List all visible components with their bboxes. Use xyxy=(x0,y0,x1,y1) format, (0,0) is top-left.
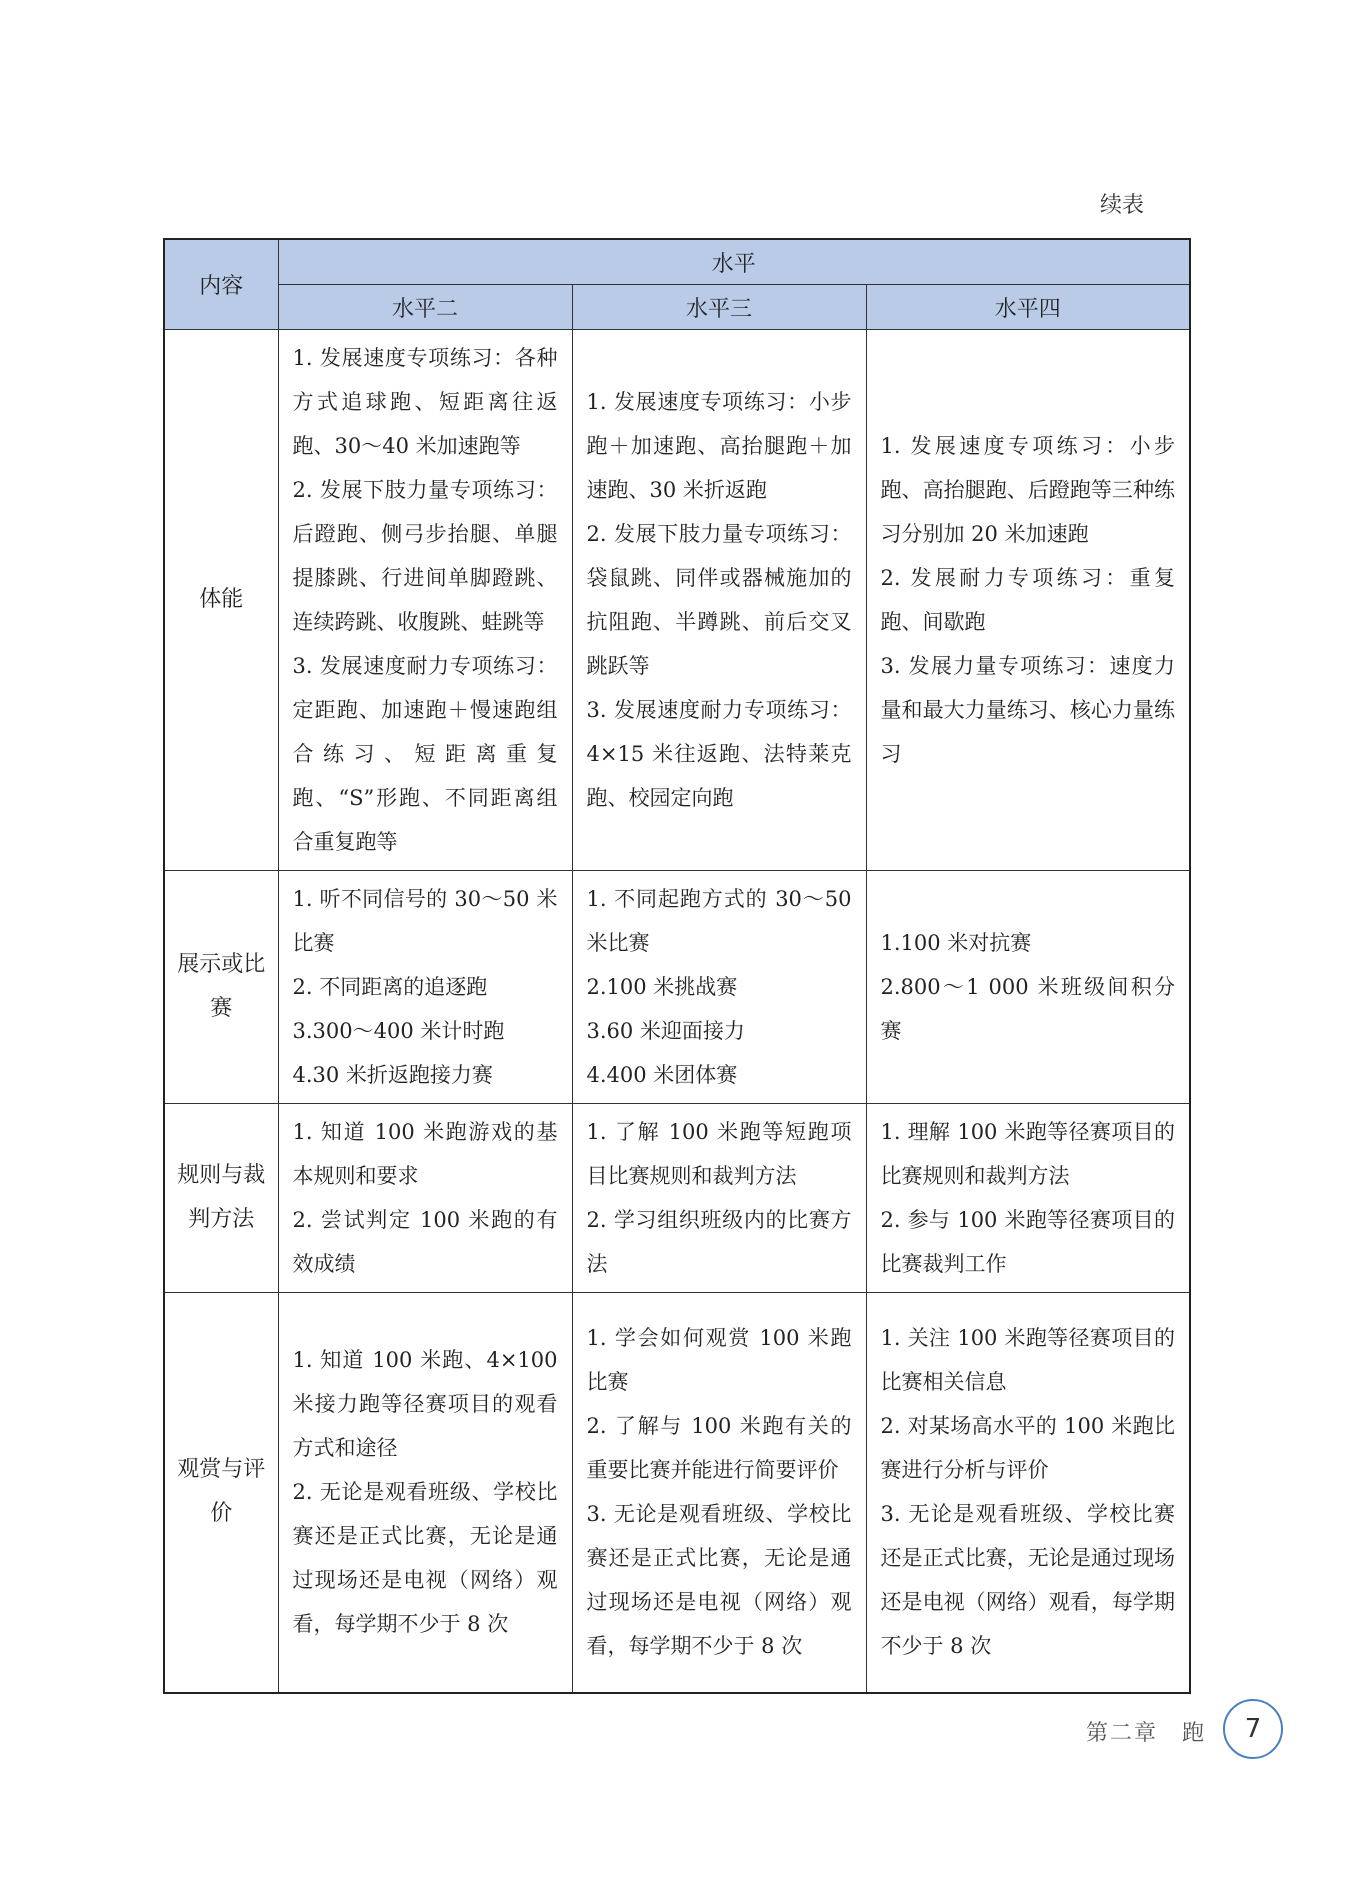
header-level-4: 水平四 xyxy=(866,285,1190,330)
cell-item: 1.100 米对抗赛 xyxy=(880,931,1032,955)
cell-item: 1. 知道 100 米跑、4×100 米接力跑等径赛项目的观看方式和途径 xyxy=(292,1348,558,1461)
cell-item: 3. 无论是观看班级、学校比赛还是正式比赛，无论是通过现场还是电视（网络）观看，每学期不少于 8 次 xyxy=(586,1502,852,1659)
cell-item: 2.100 米挑战赛 xyxy=(586,975,738,999)
header-level: 水平 xyxy=(278,239,1190,285)
cell-item: 2. 发展下肢力量专项练习：后蹬跑、侧弓步抬腿、单腿提膝跳、行进间单脚蹬跳、连续跨跳、收腹跳、蛙跳等 xyxy=(292,478,558,634)
continued-label: 续表 xyxy=(1100,193,1145,218)
page-number: 7 xyxy=(1244,1714,1262,1744)
row-label: 展示或比赛 xyxy=(164,871,278,1104)
cell-item: 3.60 米迎面接力 xyxy=(586,1019,745,1043)
cell-item: 3. 发展速度耐力专项练习：4×15 米往返跑、法特莱克跑、校园定向跑 xyxy=(586,698,852,810)
cell-item: 2.800～1 000 米班级间积分赛 xyxy=(880,975,1175,1043)
header-level-2: 水平二 xyxy=(278,285,572,330)
row-label: 规则与裁判方法 xyxy=(164,1104,278,1293)
curriculum-table xyxy=(163,238,1191,1694)
cell-item: 2. 学习组织班级内的比赛方法 xyxy=(586,1208,852,1276)
cell-item: 1. 知道 100 米跑游戏的基本规则和要求 xyxy=(292,1120,558,1188)
table-row xyxy=(164,1293,1190,1693)
cell-item: 2. 对某场高水平的 100 米跑比赛进行分析与评价 xyxy=(880,1414,1175,1483)
table-cell xyxy=(866,1104,1190,1293)
table-cell xyxy=(572,330,866,871)
table-cell xyxy=(572,871,866,1104)
cell-item: 1. 关注 100 米跑等径赛项目的比赛相关信息 xyxy=(880,1326,1175,1395)
table-cell xyxy=(866,871,1190,1104)
cell-item: 2. 了解与 100 米跑有关的重要比赛并能进行简要评价 xyxy=(586,1414,852,1483)
table-cell xyxy=(278,871,572,1104)
cell-item: 1. 不同起跑方式的 30～50 米比赛 xyxy=(586,887,852,955)
cell-item: 3.300～400 米计时跑 xyxy=(292,1019,505,1043)
cell-item: 1. 了解 100 米跑等短跑项目比赛规则和裁判方法 xyxy=(586,1120,852,1188)
table-cell xyxy=(572,1104,866,1293)
page-number-badge xyxy=(1223,1699,1283,1759)
table-cell xyxy=(572,1293,866,1693)
cell-item: 4.30 米折返跑接力赛 xyxy=(292,1063,493,1087)
cell-item: 4.400 米团体赛 xyxy=(586,1063,738,1087)
cell-item: 2. 发展下肢力量专项练习：袋鼠跳、同伴或器械施加的抗阻跑、半蹲跳、前后交叉跳跃等 xyxy=(586,522,852,678)
cell-item: 1. 听不同信号的 30～50 米比赛 xyxy=(292,887,558,955)
cell-item: 3. 发展速度耐力专项练习：定距跑、加速跑＋慢速跑组合练习、短距离重复跑、“S”形跑、不同距离组合重复跑等 xyxy=(292,654,558,854)
cell-item: 1. 发展速度专项练习：小步跑＋加速跑、高抬腿跑＋加速跑、30 米折返跑 xyxy=(586,390,852,502)
table-cell xyxy=(278,1104,572,1293)
table-cell xyxy=(866,1293,1190,1693)
cell-item: 2. 尝试判定 100 米跑的有效成绩 xyxy=(292,1208,558,1276)
cell-item: 2. 发展耐力专项练习：重复跑、间歇跑 xyxy=(880,566,1175,634)
table-row xyxy=(164,330,1190,871)
header-level-3: 水平三 xyxy=(572,285,866,330)
cell-item: 1. 学会如何观赏 100 米跑比赛 xyxy=(586,1326,852,1395)
cell-item: 2. 不同距离的追逐跑 xyxy=(292,975,488,999)
cell-item: 3. 发展力量专项练习：速度力量和最大力量练习、核心力量练习 xyxy=(880,654,1175,766)
cell-item: 2. 参与 100 米跑等径赛项目的比赛裁判工作 xyxy=(880,1208,1175,1276)
chapter-title: 第二章 跑 xyxy=(1086,1721,1207,1746)
table-row xyxy=(164,1104,1190,1293)
table-row xyxy=(164,871,1190,1104)
header-content: 内容 xyxy=(164,239,278,330)
row-label: 体能 xyxy=(164,330,278,871)
table-cell xyxy=(278,1293,572,1693)
cell-item: 1. 理解 100 米跑等径赛项目的比赛规则和裁判方法 xyxy=(880,1120,1175,1188)
cell-item: 2. 无论是观看班级、学校比赛还是正式比赛，无论是通过现场还是电视（网络）观看，每学期不少于 8 次 xyxy=(292,1480,558,1637)
cell-item: 1. 发展速度专项练习：各种方式追球跑、短距离往返跑、30～40 米加速跑等 xyxy=(292,346,558,458)
table-cell xyxy=(278,330,572,871)
cell-item: 1. 发展速度专项练习：小步跑、高抬腿跑、后蹬跑等三种练习分别加 20 米加速跑 xyxy=(880,434,1175,546)
row-label: 观赏与评价 xyxy=(164,1293,278,1693)
cell-item: 3. 无论是观看班级、学校比赛还是正式比赛，无论是通过现场还是电视（网络）观看，每学期不少于 8 次 xyxy=(880,1502,1175,1659)
table-cell xyxy=(866,330,1190,871)
